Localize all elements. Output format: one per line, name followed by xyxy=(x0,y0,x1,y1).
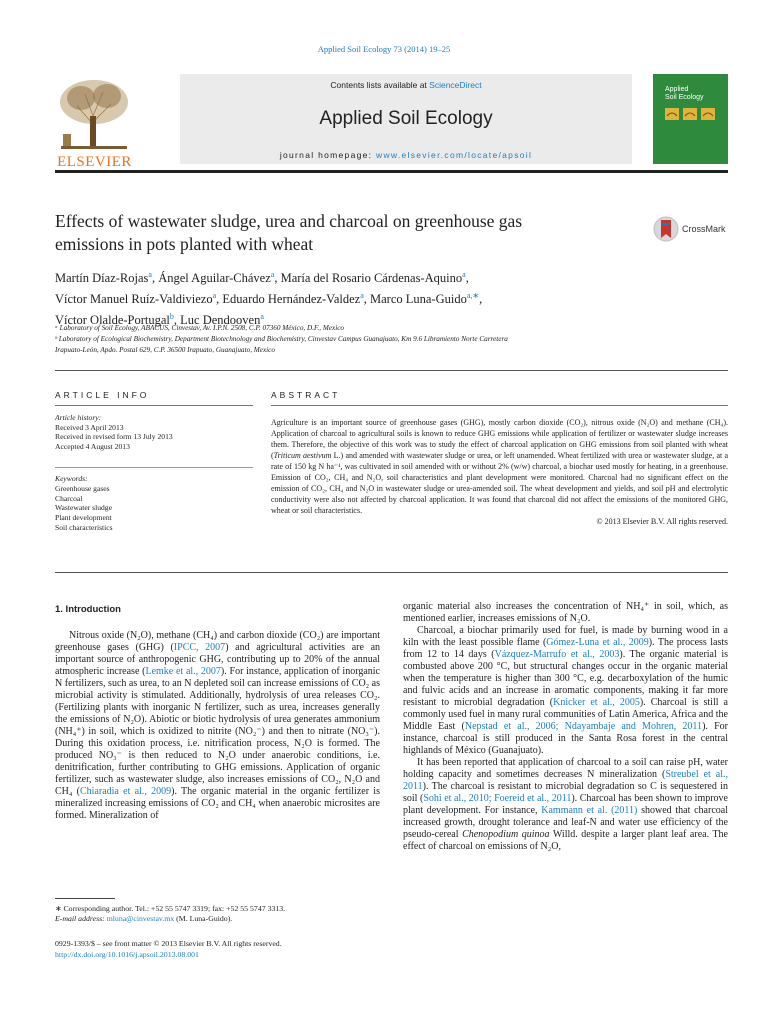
affiliation-b-line1: ᵇ Laboratory of Ecological Biochemistry, Department Biotechnology and Biochemistry, Cinvestav Campus Guanajuato, Km 9.6 Libramiento Norte Carretera xyxy=(55,335,508,343)
author-affiliation-mark[interactable]: a xyxy=(212,291,217,301)
abstract-text xyxy=(271,417,728,527)
citation-link[interactable]: Sohi et al., 2010; Foereid et al., 2011 xyxy=(423,793,572,804)
journal-cover[interactable] xyxy=(653,74,728,164)
abstract-part: L.) and amended with wastewater sludge or urea, or left unamended. Wheat fertilized with urea or wastewater sludge, at a rate of 150 kg N ha⁻¹, was cultivated in soil amended with or without 2% (w/w) charcoal, a biochar used mostly for heating, in a greenhouse. Emission of CO₂, CH₄ and N₂O, soil characteristics and plant development were monitored. Charcoal had no significant effect on the emission of CO₂, CH₄ and N₂O in wastewater sludge or urea-amended soil. The wheat development and yields, and soil pH and electrolytic conductivity were also not affected by charcoal application. It was found that charcoal did not affect the emissions of the monitored GHG, wheat or soil characteristics. xyxy=(271,451,728,515)
author-name: Ángel Aguilar-Chávez xyxy=(158,271,271,286)
masthead-rule xyxy=(55,170,728,173)
citation-link[interactable]: Lemke et al., 2007 xyxy=(145,666,221,677)
cover-title xyxy=(665,86,704,102)
paragraph xyxy=(403,757,728,853)
author-name: Víctor Olalde-Portugal xyxy=(55,313,170,328)
affiliation-a: ᵃ Laboratory of Soil Ecology, ABACUS, Cinvestav, Av. I.P.N. 2508, C.P. 07360 México, D.F., Mexico xyxy=(55,324,344,332)
divider xyxy=(55,467,253,468)
abstract-copyright: © 2013 Elsevier B.V. All rights reserved. xyxy=(596,517,728,526)
article-history xyxy=(55,413,253,451)
homepage-link[interactable]: www.elsevier.com/locate/apsoil xyxy=(376,150,533,160)
author-affiliation-mark[interactable]: a xyxy=(148,270,152,279)
article-info-heading: ARTICLE INFO xyxy=(55,390,150,400)
citation-link[interactable]: IPCC, 2007 xyxy=(173,642,226,653)
text-run: ). For instance, application of inorganic N fertilizers, such as urea, to an N depleted soil can increase emissions of CO₂ as microbial activity is stimulated. Additionally, hydrolysis of urea releases CO₂. (Fertilizing plants with inorganic N fertilizer, such as urea, increases generally the emissions of N₂O). Abiotic or biotic hydrolysis of urea generates ammonium (NH₄⁺) in soil, which is oxidized to nitrite (NO₂⁻) and then to nitrate (NO₃⁻). During this oxidation process, i.e. nitrification process, N₂O is formed. The produced NO₃⁻ is then reduced to N₂O under anaerobic conditions, i.e. denitrification, further contributing to GHG emissions. Application of organic fertilizer, such as wastewater sludge, also increases emissions of CO₂, N₂O and CH₄ ( xyxy=(55,666,380,797)
sciencedirect-link[interactable]: ScienceDirect xyxy=(429,80,482,90)
keywords xyxy=(55,474,253,533)
text-run: ) and agricultural activities are an important source of anthropogenic GHG, contributing up to 20% of the annual atmospheric increase ( xyxy=(55,642,381,677)
elsevier-tree-logo xyxy=(55,76,134,170)
text-run: ). The organic material is combusted above 200 °C, but structural changes occur in the organic material when the temperature is higher than 300 °C, e.g. decarboxylation of the humic and fulvic acids and an increase in aromatic components, making it far more resistant to microbial degradation ( xyxy=(403,649,728,708)
revised-date: Received in revised form 13 July 2013 xyxy=(55,432,173,442)
divider xyxy=(55,370,728,371)
citation-link[interactable]: Streubel et al., 2011 xyxy=(403,769,728,792)
text-run: Charcoal, a biochar primarily used for fuel, is made by burning wood in a kiln with the least possible flame ( xyxy=(403,625,728,648)
author-affiliation-mark[interactable]: a xyxy=(360,291,364,301)
keyword-item: Wastewater sludge xyxy=(55,503,112,513)
paragraph xyxy=(403,625,728,757)
history-label: Article history: xyxy=(55,413,102,422)
article-title-line2: emissions in pots planted with wheat xyxy=(55,234,314,254)
text-run: Willd. despite a larger plant leaf area. The effect of charcoal on emissions of N₂O, xyxy=(403,829,728,852)
text-run: ). The organic material in the organic fertilizer is mineralized increasing emissions of CO₂ and CH₄ when anaerobic microsites are formed. Mineralization of xyxy=(55,786,380,821)
keyword-item: Soil characteristics xyxy=(55,522,113,532)
cover-title-line1: Applied xyxy=(665,86,689,93)
affiliation-b-line2: Irapuato-León, Apdo. Postal 629, C.P. 36500 Irapuato, Guanajuato, Mexico xyxy=(55,346,275,354)
abstract-part: Agriculture is an important source of greenhouse gases (GHG), mostly carbon dioxide (CO₂), nitrous oxide (N₂O) and methane (CH₄). Application of charcoal to agricultural soils is known to reduce GHG emissions while application of fertilizer or wastewater sludge increases them. Therefore, the objective of this work was to study the effect of charcoal application on GHG emissions from soil planted with wheat ( xyxy=(271,418,728,460)
doi-link[interactable]: http://dx.doi.org/10.1016/j.apsoil.2013.08.001 xyxy=(55,950,199,959)
citation-link[interactable]: Nepstad et al., 2006; Ndayambaje and Mohren, 2011 xyxy=(464,721,703,732)
species-name: Triticum aestivum xyxy=(273,451,332,460)
affiliations xyxy=(55,323,728,356)
text-run: ). Charcoal is still a commonly used fuel in many rural communities of Latin America, Africa and the Middle East ( xyxy=(403,697,728,732)
abstract-heading: ABSTRACT xyxy=(271,390,341,400)
text-run: ). The process lasts from 12 to 14 days ( xyxy=(403,637,729,660)
publisher-name: ELSEVIER xyxy=(57,154,132,170)
paragraph xyxy=(403,601,728,625)
keyword-item: Charcoal xyxy=(55,493,83,503)
author-affiliation-mark[interactable]: b xyxy=(169,312,174,322)
email-link[interactable]: mluna@cinvestav.mx xyxy=(106,914,175,923)
citation-link[interactable]: Kammann et al. (2011) xyxy=(541,805,638,816)
body-column-right xyxy=(403,601,728,853)
keywords-label: Keywords: xyxy=(55,474,88,483)
article-title xyxy=(55,210,615,256)
citation-link[interactable]: Chiaradia et al., 2009 xyxy=(79,786,172,797)
author-name: Víctor Manuel Ruíz-Valdiviezo xyxy=(55,292,213,307)
citation-link[interactable]: Knicker et al., 2005 xyxy=(553,697,640,708)
citation-link[interactable]: Gómez-Luna et al., 2009 xyxy=(546,637,649,648)
author-name: Martín Díaz-Rojas xyxy=(55,271,149,286)
text-run: ). The charcoal is resistant to microbial degradation so C is sequestered in soil ( xyxy=(403,781,728,804)
tree-icon xyxy=(55,76,134,152)
text-run: organic material also increases the concentration of NH₄⁺ in soil, which, as mentioned earlier, increases emissions of N₂O. xyxy=(403,601,728,624)
email-label: E-mail address: xyxy=(55,914,107,923)
author-list: Martín Díaz-Rojas$^a$, Ángel Aguilar-Chávez$^a$, María del Rosario Cárdenas-Aquino$^a$, Víctor Manuel Ruíz-Valdiviezo$^a$, Eduardo Hernández-Valdez$^a$, Marco Luna-Guido$^{a,∗}$, Víctor Olalde-Portugal$^b$, Luc Dendooven$^a$ xyxy=(55,270,483,328)
section-heading-introduction: 1. Introduction xyxy=(55,604,121,615)
text-run: Nitrous oxide (N₂O), methane (CH₄) and carbon dioxide (CO₂) are important greenhouse gases (GHG) ( xyxy=(55,630,380,653)
keyword-item: Plant development xyxy=(55,513,112,523)
text-run: ). For instance, charcoal is still produced in the Santa Rosa forest in the central highlands of México (Guanajuato). xyxy=(403,721,728,756)
footnote-rule xyxy=(55,898,115,899)
homepage-line xyxy=(180,150,632,160)
article-title-line1: Effects of wastewater sludge, urea and charcoal on greenhouse gas xyxy=(55,211,523,231)
divider xyxy=(55,405,253,406)
body-column-left xyxy=(55,604,380,822)
author-affiliation-mark[interactable]: a xyxy=(260,312,264,322)
homepage-label: journal homepage: xyxy=(279,150,376,160)
author-affiliation-mark[interactable]: a xyxy=(462,270,466,279)
contents-prefix: Contents lists available at xyxy=(330,80,430,90)
divider xyxy=(55,572,728,573)
journal-citation[interactable]: Applied Soil Ecology 73 (2014) 19–25 xyxy=(317,44,451,54)
journal-masthead xyxy=(55,74,728,170)
author-name: Eduardo Hernández-Valdez xyxy=(222,292,361,307)
citation-link[interactable]: Vázquez-Marrufo et al., 2003 xyxy=(494,649,620,660)
keyword-item: Greenhouse gases xyxy=(55,483,110,493)
cover-title-line2: Soil Ecology xyxy=(665,94,704,101)
author-name: María del Rosario Cárdenas-Aquino xyxy=(280,271,463,286)
author-affiliation-mark[interactable]: a xyxy=(270,270,275,279)
paragraph xyxy=(55,630,380,822)
corresponding-author: ∗ Corresponding author. Tel.: +52 55 5747 3319; fax: +52 55 5747 3313. xyxy=(55,904,286,913)
species-name: Chenopodium quinoa xyxy=(462,829,550,840)
divider xyxy=(271,405,728,406)
corresponding-author-footnote xyxy=(55,904,380,924)
journal-header-box xyxy=(180,74,632,164)
text-run: showed that charcoal increased growth, drought tolerance and leaf-N and water use efficiency of the pseudo-cereal xyxy=(403,805,728,840)
email-suffix: (M. Luna-Guido). xyxy=(174,914,233,923)
crossmark-icon xyxy=(653,214,679,244)
crossmark-label: CrossMark xyxy=(682,224,726,234)
contents-line xyxy=(180,80,632,90)
accepted-date: Accepted 4 August 2013 xyxy=(55,441,130,451)
author-affiliation-mark[interactable]: a,∗ xyxy=(466,291,480,301)
journal-title: Applied Soil Ecology xyxy=(319,108,493,129)
issn-block xyxy=(55,938,380,960)
issn-line: 0929-1393/$ – see front matter © 2013 Elsevier B.V. All rights reserved. xyxy=(55,939,282,948)
text-run: It has been reported that application of charcoal to a soil can raise pH, water holding capacity and sometimes decreases N mineralization ( xyxy=(403,757,728,780)
received-date: Received 3 April 2013 xyxy=(55,422,124,432)
author-name: Marco Luna-Guido xyxy=(370,292,467,307)
crossmark-badge[interactable] xyxy=(653,214,733,244)
text-run: ). Charcoal has been shown to improve plant development. For instance, xyxy=(403,793,728,816)
cover-art-icon xyxy=(665,108,715,120)
author-name: Luc Dendooven xyxy=(180,313,261,328)
